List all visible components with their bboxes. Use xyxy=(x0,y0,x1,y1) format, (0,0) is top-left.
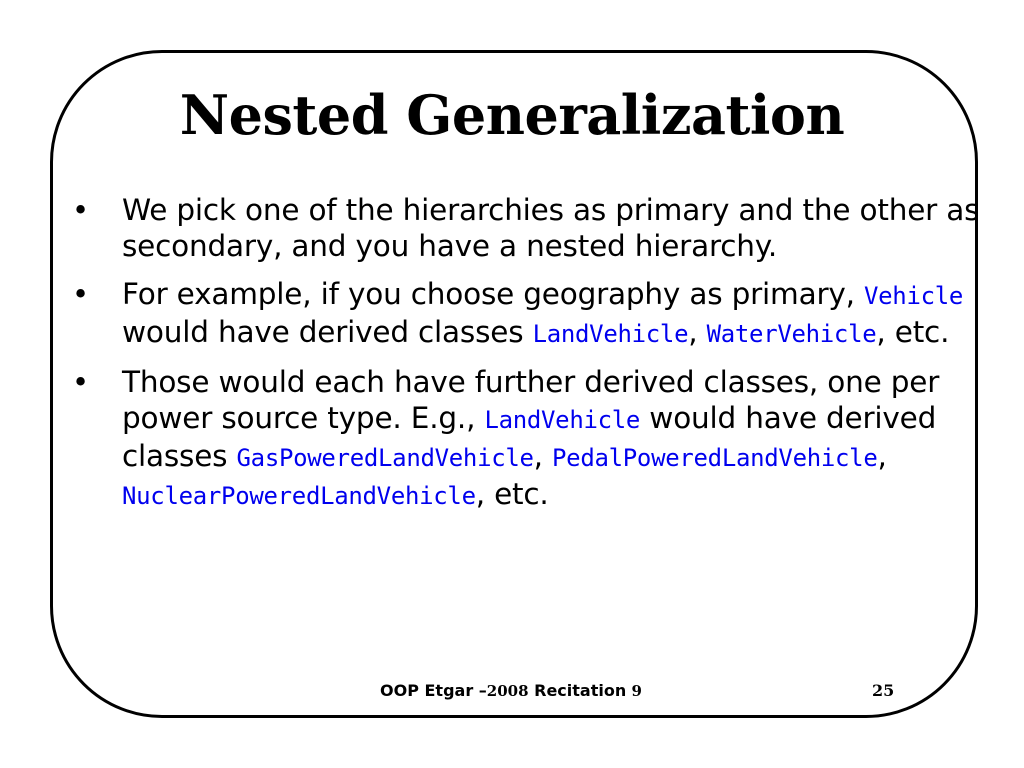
bullet-list xyxy=(72,192,982,526)
code-identifier: LandVehicle xyxy=(532,320,689,348)
code-identifier: LandVehicle xyxy=(484,406,641,434)
footer-recitation-label: Recitation xyxy=(528,681,627,700)
footer-course: OOP Etgar – xyxy=(380,681,487,700)
bullet-text xyxy=(122,277,963,349)
bullet-text-segment: , etc. xyxy=(475,477,549,511)
footer-year: 2008 xyxy=(486,682,529,700)
footer-course-info xyxy=(380,681,642,700)
page-number: 25 xyxy=(872,681,895,700)
bullet-dot-icon: • xyxy=(72,277,89,311)
bullet-item xyxy=(72,364,982,514)
bullet-text-segment: , xyxy=(533,439,553,473)
footer-recitation-number: 9 xyxy=(626,682,642,700)
code-identifier: NuclearPoweredLandVehicle xyxy=(122,482,476,510)
bullet-dot-icon: • xyxy=(72,193,89,227)
bullet-dot-icon: • xyxy=(72,365,89,399)
bullet-text-segment: Those would each have further derived classes, one per power source type. E.g., xyxy=(122,365,940,435)
bullet-item xyxy=(72,192,982,264)
code-identifier: GasPoweredLandVehicle xyxy=(236,444,534,472)
bullet-item xyxy=(72,276,982,352)
bullet-text-segment: would have derived classes xyxy=(122,401,937,473)
slide-title: Nested Generalization xyxy=(179,83,845,147)
code-identifier: WaterVehicle xyxy=(706,320,877,348)
bullet-text-segment: For example, if you choose geography as primary, xyxy=(122,277,864,311)
bullet-text xyxy=(122,193,979,263)
bullet-text-segment: , xyxy=(877,439,887,473)
code-identifier: Vehicle xyxy=(864,282,964,310)
bullet-text xyxy=(122,365,939,511)
bullet-text-segment: would have derived classes xyxy=(122,315,533,349)
bullet-text-segment: , etc. xyxy=(876,315,950,349)
bullet-text-segment: , xyxy=(688,315,707,349)
bullet-text-segment: We pick one of the hierarchies as primary and the other as secondary, and you have a nested hierarchy. xyxy=(122,193,980,263)
code-identifier: PedalPoweredLandVehicle xyxy=(552,444,878,472)
